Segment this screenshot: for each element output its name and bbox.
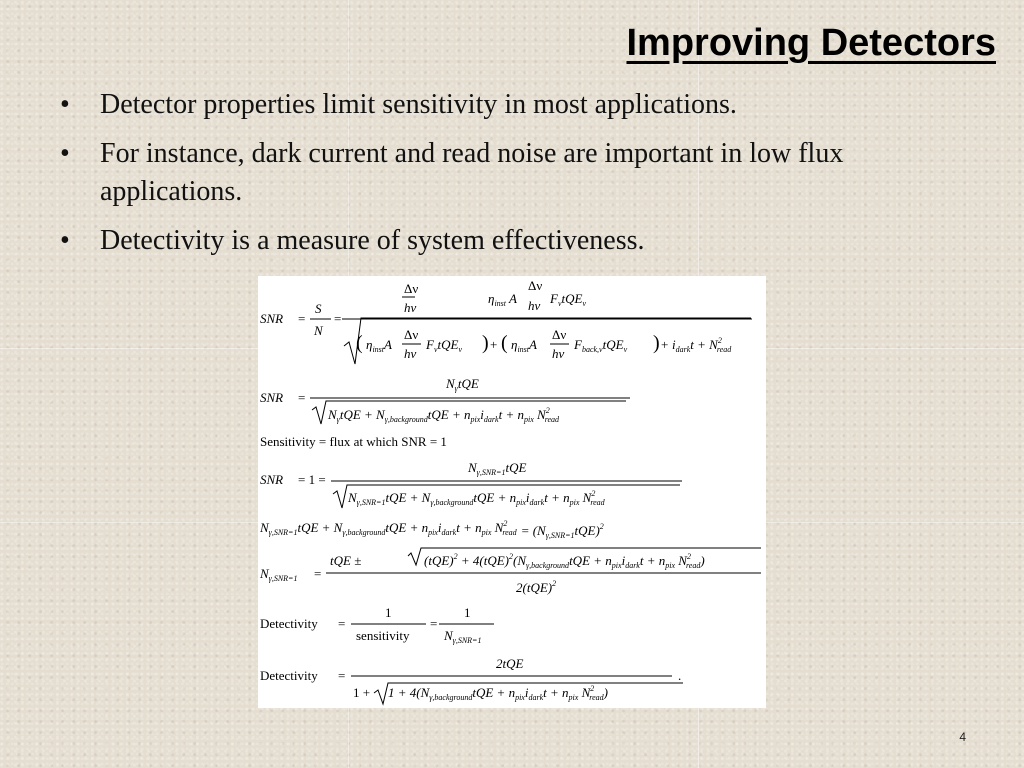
svg-text:ηinst A: $\eta_{inst}$ A [488, 291, 517, 308]
detectivity-label: Detectivity [260, 616, 318, 631]
svg-text:hν: hν [404, 346, 417, 361]
svg-text:FνtQEν: $F_\nu tQE_\nu$ [550, 291, 587, 308]
svg-text:S: S [315, 301, 322, 316]
svg-text:Fback,νtQEν: $F_{back,\nu}tQE_\nu$ [574, 337, 628, 354]
sensitivity-word: sensitivity [356, 628, 410, 643]
svg-text:2(tQE)2: 2(tQE)$^2$ [516, 579, 557, 595]
svg-text:=: = [338, 616, 346, 631]
page-number: 4 [959, 730, 966, 744]
svg-text:+: + [490, 337, 498, 352]
svg-text:SNR: SNR [260, 390, 284, 405]
bullet-item: • Detectivity is a measure of system effectiveness. [58, 222, 958, 260]
svg-text:Δν: Δν [404, 281, 419, 296]
svg-text:N: N [314, 323, 323, 338]
svg-text:Nγ,SNR=1: $N_{\gamma,SNR=1}$ [260, 566, 298, 583]
svg-text:(tQE)2 + 4(tQE)2(Nγ,background: $(tQE)^2 + 4(tQE)^2(N_{\gamma,background}tQE + n_{pix}i_{dark}t + n_{pix}$ $N^2$ read) [424, 552, 705, 570]
svg-text:.: . [678, 668, 682, 683]
svg-text:): ) [482, 332, 489, 354]
svg-text:ηinstA: $\eta_{inst}A$ [511, 337, 537, 354]
svg-text:SNR: SNR [260, 472, 284, 487]
svg-text:FνtQEν: $F_\nu tQE_\nu$ [426, 337, 463, 354]
svg-text:=: = [298, 311, 306, 326]
bullet-item: • Detector properties limit sensitivity in most applications. [58, 86, 958, 124]
slide-title: Improving Detectors [626, 22, 996, 64]
detectivity-label: Detectivity [260, 668, 318, 683]
svg-text:idarkt + N2read: $i_{dark}t + N^2$ read [672, 336, 732, 354]
svg-text:Nγ,SNR=1tQE + Nγ,backgroundtQE: $N_{\gamma,SNR=1}tQE + N_{\gamma,background}tQE + n_{pix}i_{dark}t + n_{pix}$ $N^2$ read = $(N_{\gamma,SNR=1}tQE)^2$ [260, 519, 604, 540]
svg-text:2tQE: 2tQE [496, 656, 524, 671]
svg-text:ηinstA: $\eta_{inst}A$ [366, 337, 392, 354]
svg-text:Nγ,SNR=1: $N_{\gamma,SNR=1}$ [444, 628, 482, 645]
svg-text:SNR: SNR [260, 311, 284, 326]
svg-text:Nγ,SNR=1tQE + Nγ,backgroundtQE: $N_{\gamma,SNR=1}tQE + N_{\gamma,background}tQE + n_{pix}i_{dark}t + n_{pix}$ $N^2$ read [348, 489, 605, 507]
svg-text:1 + 4(Nγ,backgroundtQE + npixi: $1 + 4(N_{\gamma,background}tQE + n_{pix}i_{dark}t + n_{pix}$ $N^2$ read) [388, 684, 608, 702]
svg-text:NγtQE: $N_\gamma tQE$ [446, 376, 479, 393]
svg-text:hν: hν [528, 298, 541, 313]
svg-text:=: = [430, 616, 438, 631]
svg-text:=: = [338, 668, 346, 683]
svg-text:): ) [653, 332, 660, 354]
svg-text:= 1 =: = 1 = [298, 472, 326, 487]
svg-text:Nγ,SNR=1tQE: $N_{\gamma,SNR=1}tQE$ [468, 460, 527, 477]
svg-text:=: = [298, 390, 306, 405]
bullet-list [58, 86, 958, 271]
svg-text:(: ( [356, 332, 363, 354]
svg-text:Δν: Δν [552, 327, 567, 342]
svg-text:1: 1 [464, 605, 471, 620]
svg-text:1: 1 [385, 605, 392, 620]
svg-text:+: + [661, 337, 669, 352]
bullet-item: • For instance, dark current and read noise are important in low flux applications. [58, 135, 958, 211]
svg-text:Δν: Δν [528, 278, 543, 293]
svg-text:hν: hν [552, 346, 565, 361]
svg-text:tQE ±: tQE ± [330, 553, 362, 568]
svg-text:(: ( [501, 332, 508, 354]
svg-text:hν: hν [404, 300, 417, 315]
equations-figure [258, 276, 766, 708]
sensitivity-definition: Sensitivity = flux at which SNR = 1 [260, 434, 447, 449]
svg-text:1 +: 1 + [353, 685, 371, 700]
svg-text:=: = [314, 566, 322, 581]
equation-panel [258, 276, 766, 708]
svg-text:Δν: Δν [404, 327, 419, 342]
svg-text:NγtQE + Nγ,backgroundtQE + npi: $N_\gamma tQE + N_{\gamma,background}tQE + n_{pix}i_{dark}t + n_{pix}$ $N^2$ read [328, 406, 560, 424]
svg-text:=: = [334, 311, 342, 326]
